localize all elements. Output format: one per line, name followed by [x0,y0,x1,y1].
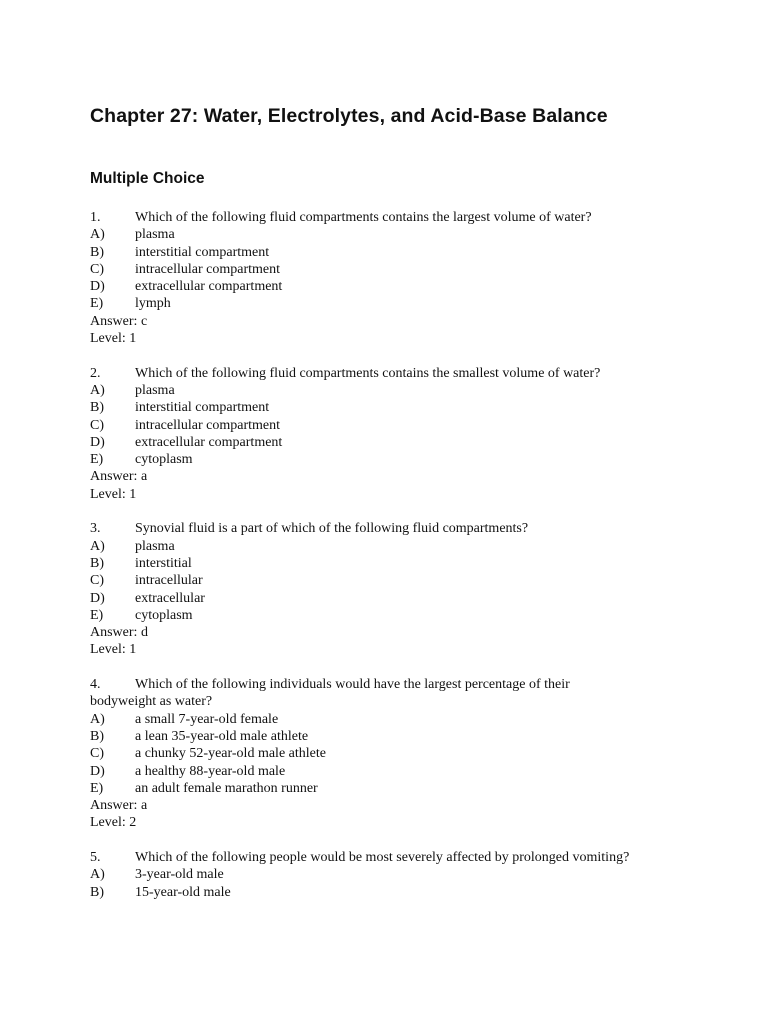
section-title: Multiple Choice [90,170,205,187]
answer-line [90,797,730,814]
option-text: extracellular compartment [135,434,283,450]
answer-option [90,780,730,797]
option-text: intracellular compartment [135,261,280,277]
answer-value: a [140,798,148,814]
option-letter: B) [90,555,104,571]
answer-option [90,711,730,728]
question-stem-row [90,676,730,693]
answer-option [90,382,730,399]
answer-label: Answer: [90,469,141,485]
option-text: a lean 35-year-old male athlete [135,728,309,744]
option-text: extracellular [135,590,205,606]
answer-line [90,313,730,330]
answer-option [90,884,730,901]
option-text: 3-year-old male [135,867,224,883]
option-text: an adult female marathon runner [135,780,318,796]
question-item [90,520,730,658]
question-stem: Which of the following people would be most severely affected by prolonged vomiting? [135,849,630,865]
level-label: Level: [90,815,130,831]
option-letter: B) [90,244,104,260]
option-letter: A) [90,867,105,883]
answer-value: d [140,625,148,641]
answer-option [90,607,730,624]
answer-option [90,417,730,434]
question-number: 1. [90,210,101,225]
question-number: 3. [90,521,101,537]
option-letter: D) [90,763,105,779]
answer-option [90,745,730,762]
question-item [90,365,730,503]
option-text: plasma [135,538,175,554]
option-letter: D) [90,590,105,606]
option-text: plasma [135,227,175,243]
answer-value: c [140,313,148,329]
answer-option [90,434,730,451]
question-list [90,209,730,918]
answer-option [90,555,730,572]
level-value: 1 [129,486,137,502]
question-stem-row [90,849,730,866]
level-value: 1 [129,331,137,347]
question-number: 5. [90,849,101,865]
option-letter: B) [90,884,104,900]
option-letter: C) [90,573,104,589]
option-letter: E) [90,452,104,468]
question-item [90,849,730,901]
question-stem-row [90,365,730,382]
question-number: 2. [90,365,101,381]
option-letter: E) [90,780,104,796]
level-value: 2 [129,815,137,831]
option-letter: A) [90,711,105,727]
answer-label: Answer: [90,798,141,814]
answer-option [90,451,730,468]
answer-line [90,468,730,485]
answer-value: a [140,469,148,485]
option-letter: A) [90,382,105,398]
option-letter: C) [90,746,104,762]
answer-option [90,399,730,416]
chapter-title: Chapter 27: Water, Electrolytes, and Acid-Base Balance [90,105,608,127]
option-letter: C) [90,261,104,277]
level-line [90,486,730,503]
question-stem: Synovial fluid is a part of which of the following fluid compartments? [135,521,529,537]
question-item [90,676,730,832]
answer-option [90,728,730,745]
answer-label: Answer: [90,313,141,329]
answer-option [90,763,730,780]
answer-label: Answer: [90,625,141,641]
level-line [90,814,730,831]
level-label: Level: [90,642,130,658]
question-number: 4. [90,677,101,693]
option-text: 15-year-old male [135,884,231,900]
option-letter: A) [90,538,105,554]
option-text: cytoplasm [135,452,193,468]
answer-option [90,226,730,243]
answer-option [90,261,730,278]
question-stem: Which of the following individuals would have the largest percentage of their [135,677,570,693]
answer-option [90,866,730,883]
answer-option [90,590,730,607]
option-text: a healthy 88-year-old male [135,763,286,779]
question-stem-row [90,209,730,226]
option-letter: A) [90,227,105,243]
level-label: Level: [90,331,130,347]
option-letter: C) [90,417,104,433]
question-stem-row [90,520,730,537]
option-text: cytoplasm [135,607,193,623]
option-text: intracellular [135,573,203,589]
option-letter: D) [90,279,105,295]
question-stem: Which of the following fluid compartments contains the smallest volume of water? [135,365,601,381]
level-line [90,641,730,658]
level-value: 1 [129,642,137,658]
option-letter: E) [90,296,104,312]
answer-option [90,295,730,312]
answer-option [90,538,730,555]
answer-option [90,244,730,261]
option-letter: E) [90,607,104,623]
option-text: interstitial compartment [135,400,270,416]
option-text: extracellular compartment [135,279,283,295]
question-stem: Which of the following fluid compartments contains the largest volume of water? [135,210,592,225]
option-text: a small 7-year-old female [135,711,279,727]
option-text: a chunky 52-year-old male athlete [135,746,326,762]
option-text: plasma [135,382,175,398]
option-text: lymph [135,296,171,312]
option-text: interstitial compartment [135,244,270,260]
answer-option [90,278,730,295]
answer-option [90,572,730,589]
option-letter: D) [90,434,105,450]
option-letter: B) [90,728,104,744]
question-item [90,209,730,347]
option-letter: B) [90,400,104,416]
question-stem-continuation: bodyweight as water? [90,694,213,710]
level-line [90,330,730,347]
option-text: interstitial [135,555,192,571]
option-text: intracellular compartment [135,417,280,433]
answer-line [90,624,730,641]
level-label: Level: [90,486,130,502]
